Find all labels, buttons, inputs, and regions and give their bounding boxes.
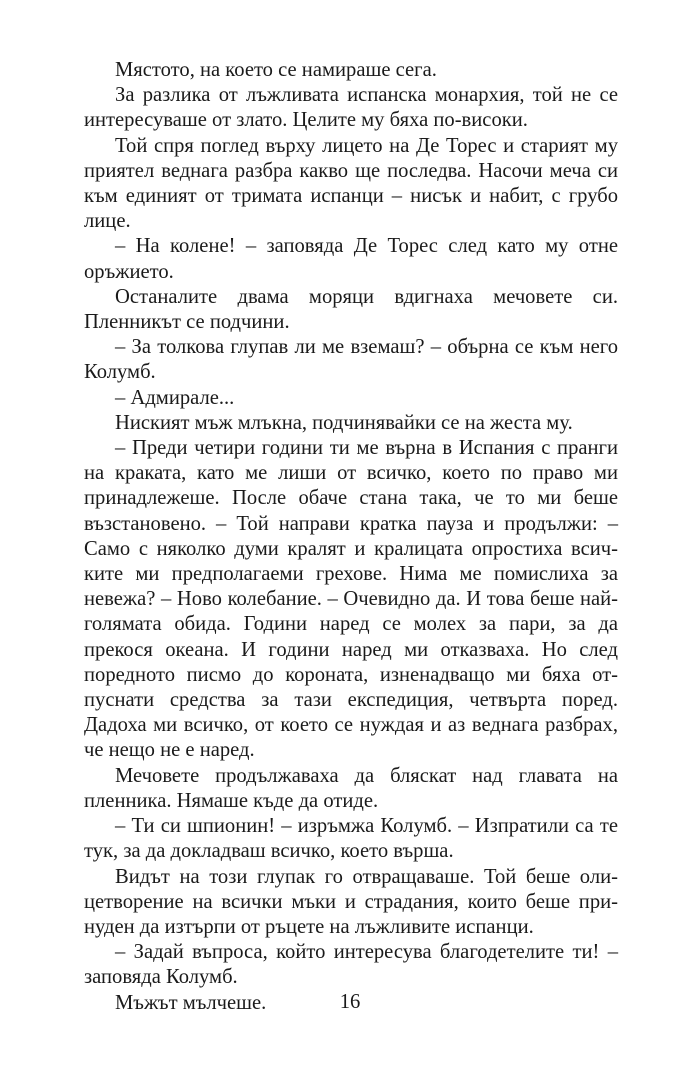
paragraph: – За толкова глупав ли ме вземаш? – обърна се към него Колумб.: [84, 336, 618, 384]
paragraph: – Адмирале...: [115, 386, 235, 409]
paragraph: Видът на този глупак го отвращаваше. Той беше олицетворение на всички мъки и страдания, които беше принуден да изтърпи от ръцете на лъжливите испанци.: [84, 865, 618, 938]
page-number: 16: [339, 991, 361, 1013]
paragraph: – На колене! – заповяда Де Торес след като му отне оръжието.: [84, 235, 618, 283]
paragraph: Мъжът мълчеше.: [115, 991, 267, 1014]
paragraph: Мястото, на което се намираше сега.: [115, 59, 437, 81]
paragraph: Ниският мъж млъкна, подчинявайки се на жеста му.: [115, 411, 573, 434]
paragraph: – Ти си шпионин! – изръмжа Колумб. – Изпратили са те тук, за да докладваш всичко, което върша.: [84, 815, 618, 863]
paragraph: Той спря поглед върху лицето на Де Торес и старият му приятел веднага разбра какво ще последва. Насочи меча си към единият от тримата испанци – нисък и набит, с грубо лице.: [84, 134, 618, 233]
paragraph: – Преди четири години ти ме върна в Испания с пранги на краката, като ме лиши от всичко, което по право ми принадлежеше. После обаче стана така, че то ми беше възстановено. – Той направи кратка пауза и продължи: – Само с няколко думи кралят и кралицата опростиха всичките ми предполагаеми грехове. Нима ме помислиха за невежа? – Ново колебание. – Очевидно да. И това беше най-голямата обида. Години наред се молех за пари, за да прекося океана. И години наред ми отказваха. Но след поредното писмо до короната, изненадващо ми бяха отпуснати средства за тази експедиция, четвърта поред. Дадоха ми всичко, от което се нуждая и аз веднага разбрах, че нещо не е наред.: [84, 437, 618, 762]
paragraph: За разлика от лъжливата испанска монархия, той не се интересуваше от злато. Целите му бяха по-високи.: [84, 84, 618, 132]
paragraph: Мечовете продължаваха да бляскат над главата на пленника. Нямаше къде да отиде.: [84, 764, 618, 812]
body-text: [84, 58, 618, 1016]
paragraph: – Задай въпроса, който интересува благодетелите ти! – заповяда Колумб.: [84, 941, 618, 989]
paragraph: Останалите двама моряци вдигнаха мечовете си. Пленникът се подчини.: [84, 285, 618, 334]
